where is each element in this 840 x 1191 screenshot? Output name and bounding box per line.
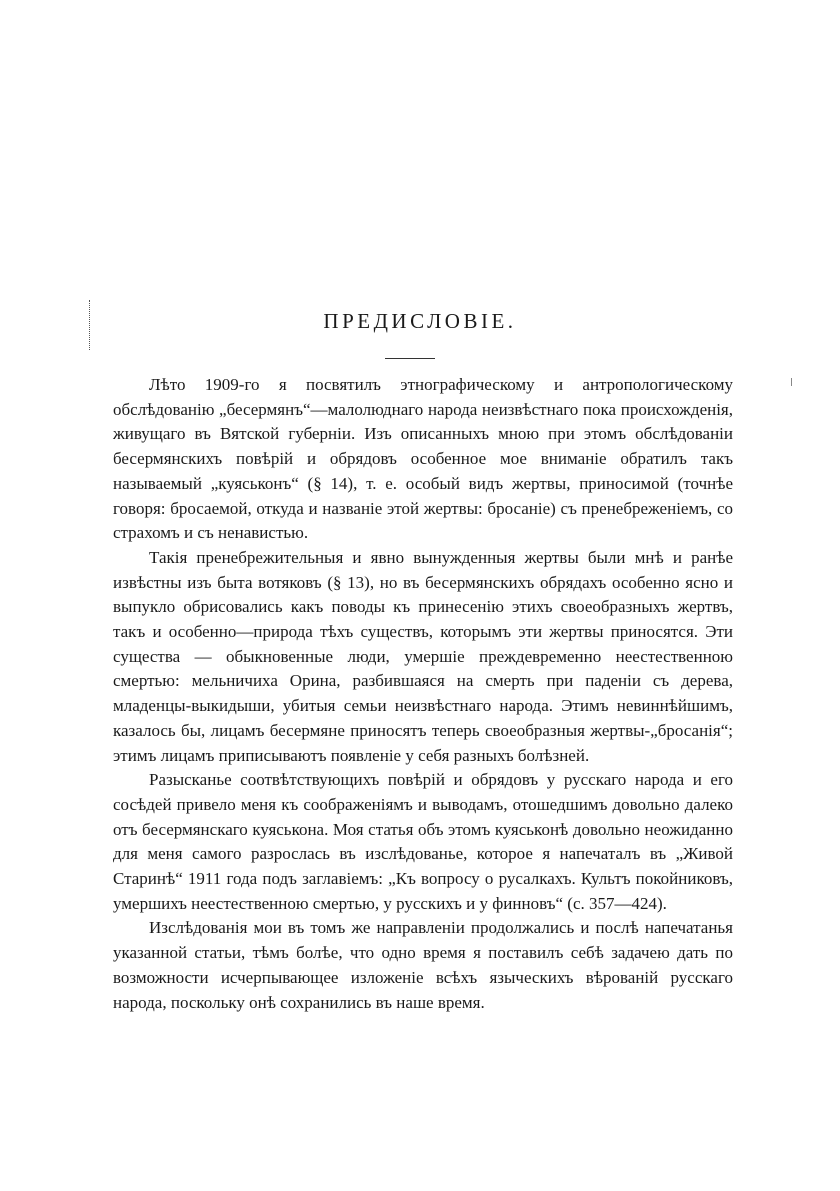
paragraph-4: Изслѣдованія мои въ томъ же направленіи продолжались и послѣ напечатанья указанной статьи, тѣмъ болѣе, что одно время я поставилъ себѣ задачею дать по возможности исчерпывающее изложеніе всѣхъ языческихъ вѣрованій русскаго народа, поскольку онѣ сохранились въ наше время. <box>113 918 733 1012</box>
margin-mark-right <box>791 378 792 386</box>
paragraph-1: Лѣто 1909-го я посвятилъ этнографическому и антропологическому обслѣдованію „бесермянъ“—малолюднаго народа неизвѣстнаго пока происхожденія, живущаго въ Вятской губерніи. Изъ описанныхъ мною при этомъ обслѣдованіи бесермянскихъ повѣрій и обрядовъ особенное мое вниманіе обратилъ такъ называемый „куяськонъ“ (§ 14), т. е. особый видъ жертвы, приносимой (точнѣе говоря: бросаемой, откуда и названіе этой жертвы: бросаніе) съ пренебреженіемъ, со страхомъ и съ ненавистью. <box>113 375 733 543</box>
body-text <box>113 373 733 1015</box>
paragraph-2: Такія пренебрежительныя и явно вынужденныя жертвы были мнѣ и ранѣе извѣстны изъ быта вотяковъ (§ 13), но въ бесермянскихъ обрядахъ особенно ясно и выпукло обрисовались какъ поводы къ принесенію этихъ своеобразныхъ жертвъ, такъ и особенно—природа тѣхъ существъ, которымъ эти жертвы приносятся. Эти существа — обыкновенные люди, умершіе преждевременно неестественною смертью: мельничиха Орина, разбившаяся на смерть при паденіи съ дерева, младенцы-выкидыши, убитыя семьи неизвѣстнаго народа. Этимъ невиннѣйшимъ, казалось бы, лицамъ бесермяне приносятъ теперь своеобразныя жертвы-„бросанія“; этимъ лицамъ приписываютъ появленіе у себя разныхъ болѣзней. <box>113 547 733 765</box>
page-title: ПРЕДИСЛОВІЕ. <box>323 309 517 333</box>
paragraph-3: Разысканье соотвѣтствующихъ повѣрій и обрядовъ у русскаго народа и его сосѣдей привело меня къ соображеніямъ и выводамъ, отошедшимъ довольно далеко отъ бесермянскаго куяськона. Моя статья объ этомъ куяськонѣ довольно неожиданно для меня самого разрослась въ изслѣдованье, которое я напечаталъ въ „Живой Старинѣ“ 1911 года подъ заглавіемъ: „Къ вопросу о русалкахъ. Культъ покойниковъ, умершихъ неестественною смертью, у русскихъ и у финновъ“ (с. 357—424). <box>113 770 733 913</box>
title-divider <box>385 358 435 359</box>
